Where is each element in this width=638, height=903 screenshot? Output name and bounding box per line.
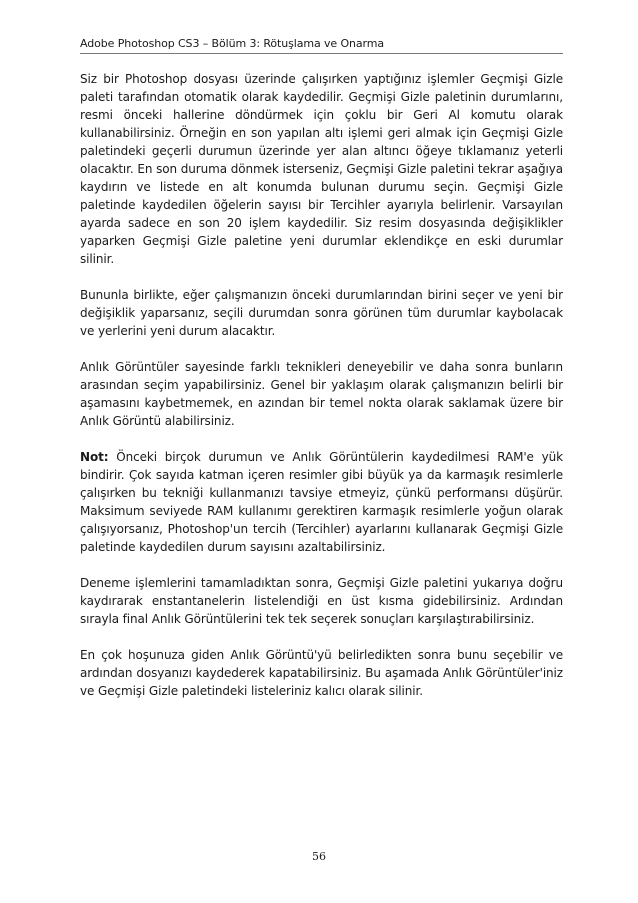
running-header: Adobe Photoshop CS3 – Bölüm 3: Rötuşlama ve Onarma (80, 37, 385, 50)
paragraph-history-palette: Siz bir Photoshop dosyası üzerinde çalışırken yaptığınız işlemler Geçmişi Gizle paleti tarafından otomatik olarak kaydedilir. Geçmişi Gizle paletinin durumlarını, resmi önceki hallerine döndürmek için çoklu bir Geri Al komutu olarak kullanabilirsiniz. Örneğin en son yapılan altı işlemi geri almak için Geçmişi Gizle paletindeki geçerli durumun üzerinde yer alan altıncı öğeye tıklamanız yeterli olacaktır. En son duruma dönmek isterseniz, Geçmişi Gizle paletini tekrar aşağıya kaydırın ve listede en alt konumda bulunan durumu seçin. Geçmişi Gizle paletinde kaydedilen öğelerin sayısı bir Tercihler ayarıyla belirlenir. Varsayılan ayarda sadece en son 20 işlem kaydedilir. Siz resim dosyasında değişiklikler yaparken Geçmişi Gizle paletine yeni durumlar eklendikçe en eski durumlar silinir. (80, 72, 563, 266)
body-text (80, 70, 563, 718)
note-text: Önceki birçok durumun ve Anlık Görüntülerin kaydedilmesi RAM'e yük bindirir. Çok sayıda katman içeren resimler gibi büyük ya da karmaşık resimlerle çalışırken bu tekniği kullanmanızı tavsiye etmeyiz, çünkü performansı düşürür. Maksimum seviyede RAM kullanımı gerektiren karmaşık resimlerle yoğun olarak çalışıyorsanız, Photoshop'un tercih (Tercihler) ayarlarını kullanarak Geçmişi Gizle paletinde kaydedilen durum sayısını azaltabilirsiniz. (80, 450, 563, 554)
note-label: Not: (80, 450, 109, 464)
paragraph-save-close: En çok hoşunuza giden Anlık Görüntü'yü belirledikten sonra bunu seçebilir ve ardından dosyanızı kaydederek kapatabilirsiniz. Bu aşamada Anlık Görüntüler'iniz ve Geçmişi Gizle paletindeki listeleriniz kalıcı olarak silinir. (80, 648, 563, 698)
note-paragraph (80, 448, 563, 556)
paragraph-snapshots: Anlık Görüntüler sayesinde farklı teknikleri deneyebilir ve daha sonra bunların arasından seçim yapabilirsiniz. Genel bir yaklaşım olarak çalışmanızın belirli bir aşamasını kaybetmemek, en azından bir temel nokta olarak saklamak üzere bir Anlık Görüntü alabilirsiniz. (80, 360, 563, 428)
paragraph-previous-states: Bununla birlikte, eğer çalışmanızın önceki durumlarından birini seçer ve yeni bir değişiklik yaparsanız, seçili durumdan sonra görünen tüm durumlar kaybolacak ve yerlerini yeni durum alacaktır. (80, 288, 563, 338)
header-divider (80, 53, 563, 54)
paragraph-compare-snapshots: Deneme işlemlerini tamamladıktan sonra, Geçmişi Gizle paletini yukarıya doğru kaydırarak enstantanelerin listelendiği en üst kısma gidebilirsiniz. Ardından sırayla final Anlık Görüntülerini tek tek seçerek sonuçları karşılaştırabilirsiniz. (80, 576, 563, 626)
page-number: 56 (312, 850, 326, 863)
